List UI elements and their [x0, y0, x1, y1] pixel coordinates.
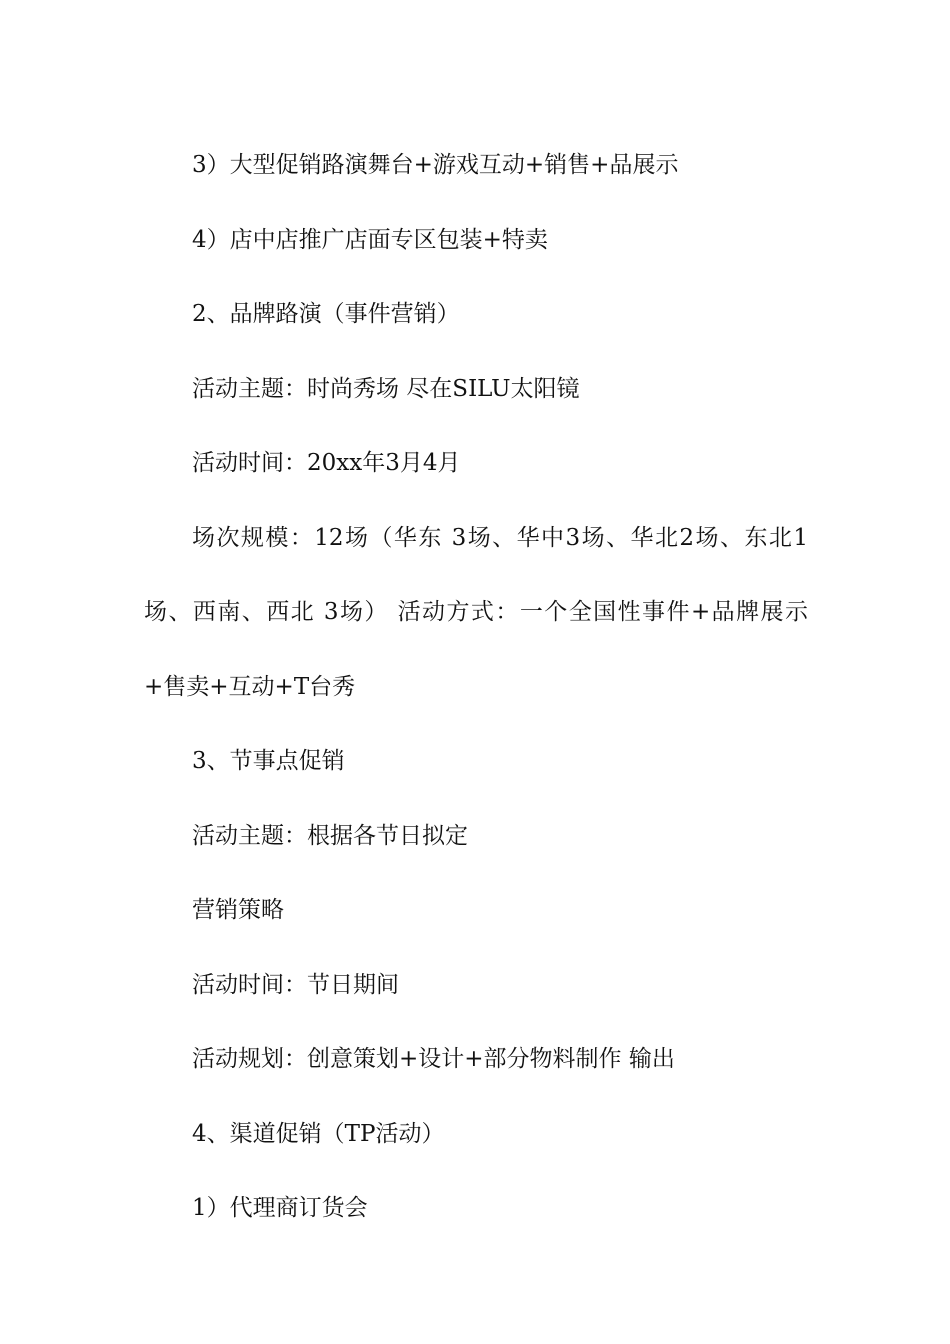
paragraph-shop-in-shop: 4）店中店推广店面专区包装+特卖: [192, 226, 548, 253]
paragraph-festival-time: 活动时间：节日期间: [192, 971, 399, 998]
heading-festival-promotion: 3、节事点促销: [192, 748, 345, 774]
heading-brand-roadshow: 2、品牌路演（事件营销）: [192, 301, 460, 327]
document-body: [144, 128, 808, 1246]
paragraph-activity-theme: 活动主题：时尚秀场 尽在SILU太阳镜: [192, 375, 580, 402]
paragraph-activity-time: 活动时间：20xx年3月4月: [192, 450, 461, 476]
paragraph-activity-planning: 活动规划：创意策划+设计+部分物料制作 输出: [192, 1046, 675, 1072]
paragraph-marketing-strategy: 营销策略: [192, 897, 284, 923]
paragraph-agent-order-meeting: 1）代理商订货会: [192, 1195, 368, 1221]
paragraph-roadshow-stage: 3）大型促销路演舞台+游戏互动+销售+品展示: [192, 152, 679, 178]
paragraph-session-scale: 场次规模：12场（华东 3场、华中3场、华北2场、东北1场、西南、西北 3场） 活动方式：一个全国性事件+品牌展示+售卖+互动+T台秀: [144, 524, 808, 700]
paragraph-festival-theme: 活动主题：根据各节日拟定: [192, 822, 468, 849]
heading-channel-promotion: 4、渠道促销（TP活动）: [192, 1120, 445, 1147]
